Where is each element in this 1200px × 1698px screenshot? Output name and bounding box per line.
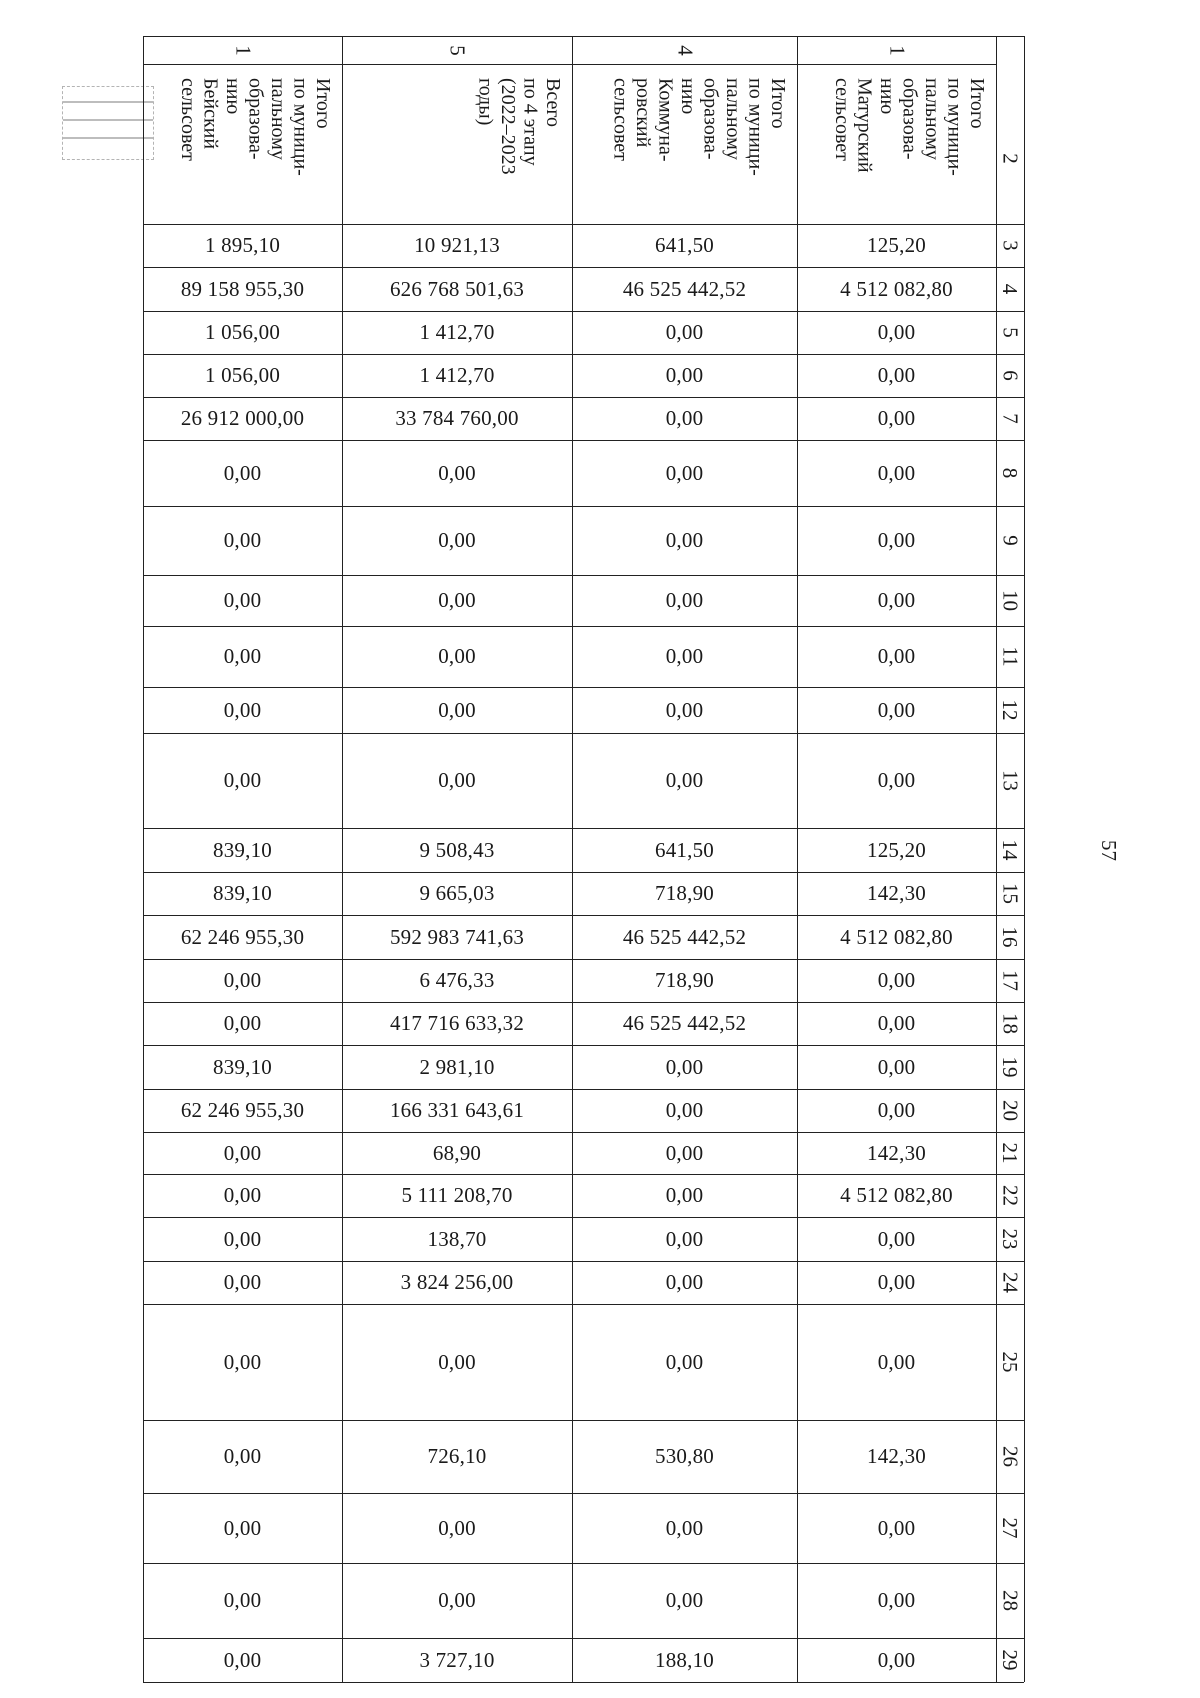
- row-number: 19: [998, 1056, 1023, 1078]
- table-cell: 33 784 760,00: [395, 406, 519, 430]
- row-number: 25: [998, 1351, 1023, 1373]
- table-cell: 0,00: [877, 1011, 916, 1035]
- row-number: 12: [998, 699, 1023, 721]
- table-cell: 125,20: [867, 837, 926, 862]
- table-rule-h: [143, 1682, 1024, 1683]
- table-cell: 0,00: [223, 1515, 262, 1540]
- column-number: 1: [885, 45, 909, 56]
- table-cell: 1 056,00: [204, 363, 281, 387]
- stamp-image: [62, 86, 154, 160]
- table-cell: 641,50: [655, 233, 714, 257]
- table-cell: 125,20: [867, 233, 926, 257]
- table-cell: 0,00: [438, 588, 476, 612]
- row-number: 15: [998, 883, 1023, 904]
- table-cell: 68,90: [432, 1140, 482, 1165]
- table-cell: 142,30: [867, 1140, 926, 1165]
- table-cell: 46 525 442,52: [622, 276, 747, 301]
- table-cell: 142,30: [867, 1444, 926, 1468]
- table-cell: 0,00: [223, 1226, 262, 1251]
- table-cell: 0,00: [665, 1270, 704, 1294]
- row-number: 29: [998, 1649, 1023, 1671]
- table-cell: 0,00: [223, 644, 262, 668]
- table-cell: 839,10: [213, 837, 272, 862]
- table-cell: 0,00: [665, 1140, 704, 1165]
- row-number: 7: [998, 413, 1023, 424]
- table-cell: 0,00: [877, 1098, 916, 1122]
- table-cell: 0,00: [223, 460, 262, 485]
- table-cell: 0,00: [223, 1183, 262, 1207]
- table-cell: 0,00: [665, 697, 704, 722]
- table-cell: 0,00: [438, 1349, 476, 1374]
- table-cell: 9 665,03: [419, 881, 495, 905]
- table-cell: 0,00: [665, 1183, 704, 1207]
- table-cell: 0,00: [877, 968, 916, 992]
- table-cell: 166 331 643,61: [389, 1098, 525, 1122]
- table-cell: 26 912 000,00: [180, 406, 305, 430]
- table-rule-h: [143, 64, 996, 65]
- table-cell: 0,00: [665, 363, 704, 387]
- table-cell: 0,00: [223, 968, 262, 992]
- table-cell: 417 716 633,32: [389, 1011, 525, 1035]
- table-cell: 0,00: [223, 1588, 262, 1612]
- table-cell: 0,00: [438, 1515, 476, 1540]
- table-cell: 0,00: [223, 528, 262, 552]
- row-number: 28: [998, 1590, 1023, 1611]
- row-number: 18: [998, 1013, 1023, 1034]
- table-cell: 4 512 082,80: [840, 1183, 953, 1207]
- table-cell: 0,00: [877, 528, 916, 552]
- row-number: 8: [998, 467, 1023, 479]
- table-cell: 0,00: [438, 528, 476, 552]
- row-number: 13: [998, 770, 1023, 791]
- table-cell: 0,00: [665, 460, 704, 485]
- row-number: 5: [998, 327, 1023, 338]
- row-number: 4: [998, 283, 1023, 295]
- row-number: 22: [998, 1185, 1023, 1206]
- table-cell: 0,00: [877, 320, 916, 344]
- row-number: 3: [998, 240, 1023, 251]
- table-cell: 89 158 955,30: [180, 276, 305, 301]
- table-cell: 0,00: [665, 644, 704, 668]
- table-cell: 0,00: [877, 1226, 916, 1251]
- column-number: 1: [231, 45, 255, 56]
- table-cell: 641,50: [655, 837, 714, 862]
- table-cell: 142,30: [867, 881, 926, 905]
- row-number: 27: [998, 1517, 1023, 1539]
- table-cell: 0,00: [877, 1588, 916, 1612]
- table-cell: 0,00: [438, 697, 476, 722]
- table-cell: 9 508,43: [419, 837, 495, 862]
- table-cell: 4 512 082,80: [840, 276, 953, 301]
- table-cell: 0,00: [877, 460, 916, 485]
- table-cell: 3 727,10: [419, 1647, 495, 1672]
- page-number: 57: [1097, 840, 1121, 861]
- table-cell: 1 412,70: [419, 363, 495, 387]
- table-cell: 138,70: [427, 1226, 487, 1251]
- table-cell: 62 246 955,30: [180, 1098, 305, 1122]
- row-number: 11: [998, 646, 1023, 667]
- row-number: 24: [998, 1272, 1023, 1293]
- table-cell: 0,00: [877, 406, 916, 430]
- table-cell: 6 476,33: [419, 968, 495, 992]
- table-cell: 592 983 741,63: [389, 924, 525, 949]
- row-number: 26: [998, 1446, 1023, 1467]
- row-number: 23: [998, 1228, 1023, 1250]
- table-cell: 0,00: [877, 768, 916, 792]
- table-cell: 0,00: [877, 1270, 916, 1294]
- table-cell: 1 895,10: [204, 233, 281, 257]
- table-cell: 0,00: [438, 644, 476, 668]
- table-cell: 0,00: [665, 588, 704, 612]
- table-cell: 4 512 082,80: [840, 924, 953, 949]
- table-cell: 0,00: [438, 768, 476, 792]
- table-cell: 0,00: [665, 1226, 704, 1251]
- column-header-c3: Итого по муници- пальному образова- нию Коммуна- ровский сельсовет: [609, 78, 789, 176]
- table-cell: 0,00: [877, 697, 916, 722]
- table-cell: 0,00: [665, 1098, 704, 1122]
- column-header-c1: Итого по муници- пальному образова- нию Бейский сельсовет: [177, 78, 334, 176]
- table-cell: 530,80: [655, 1444, 714, 1468]
- table-cell: 0,00: [223, 768, 262, 792]
- table-cell: 0,00: [877, 1054, 916, 1079]
- row-number: 21: [998, 1142, 1023, 1164]
- table-cell: 5 111 208,70: [401, 1183, 513, 1207]
- table-cell: 3 824 256,00: [400, 1270, 514, 1294]
- table-cell: 0,00: [438, 1588, 476, 1612]
- table-cell: 1 412,70: [419, 320, 495, 344]
- table-cell: 1 056,00: [204, 320, 281, 344]
- table-cell: 2 981,10: [419, 1054, 495, 1079]
- table-cell: 0,00: [223, 1270, 262, 1294]
- table-cell: 0,00: [665, 406, 704, 430]
- row-number: 9: [998, 535, 1023, 546]
- table-cell: 0,00: [223, 1349, 262, 1374]
- table-cell: 46 525 442,52: [622, 1011, 747, 1035]
- row-number: 16: [998, 926, 1023, 948]
- table-cell: 188,10: [655, 1647, 714, 1672]
- table-cell: 0,00: [665, 1515, 704, 1540]
- table-cell: 726,10: [427, 1444, 487, 1468]
- row-number: 14: [998, 839, 1023, 861]
- row-number: 17: [998, 970, 1023, 991]
- table-cell: 62 246 955,30: [180, 924, 305, 949]
- table-cell: 0,00: [665, 528, 704, 552]
- column-header-c2: Всего по 4 этапу (2022–2023 годы): [474, 78, 564, 175]
- table-cell: 839,10: [213, 881, 272, 905]
- table-cell: 839,10: [213, 1054, 272, 1079]
- table-cell: 0,00: [665, 1054, 704, 1079]
- table-cell: 46 525 442,52: [622, 924, 747, 949]
- table-cell: 718,90: [655, 968, 714, 992]
- table-cell: 0,00: [665, 768, 704, 792]
- table-cell: 626 768 501,63: [389, 276, 525, 301]
- column-number: 5: [445, 45, 470, 56]
- table-cell: 0,00: [877, 644, 916, 668]
- table-cell: 0,00: [223, 1011, 262, 1035]
- table-cell: 718,90: [655, 881, 714, 905]
- table-cell: 0,00: [665, 320, 704, 344]
- column-header-c4: Итого по муници- пальному образова- нию Матурский сельсовет: [831, 78, 988, 176]
- table-cell: 0,00: [877, 1349, 916, 1374]
- table-cell: 10 921,13: [414, 233, 500, 257]
- table-cell: 0,00: [877, 588, 916, 612]
- table-cell: 0,00: [665, 1588, 704, 1612]
- row-label-column-number: 2: [998, 153, 1023, 164]
- table-cell: 0,00: [438, 460, 476, 485]
- table-cell: 0,00: [223, 588, 262, 612]
- table-cell: 0,00: [665, 1349, 704, 1374]
- table-cell: 0,00: [223, 1647, 262, 1672]
- table-cell: 0,00: [877, 363, 916, 387]
- row-number: 10: [998, 590, 1023, 611]
- table-cell: 0,00: [223, 1140, 262, 1165]
- column-number: 4: [673, 45, 697, 56]
- table-cell: 0,00: [877, 1515, 916, 1540]
- row-number: 6: [998, 370, 1023, 381]
- table-cell: 0,00: [877, 1647, 916, 1672]
- row-number: 20: [998, 1100, 1023, 1121]
- table-cell: 0,00: [223, 697, 262, 722]
- table-cell: 0,00: [223, 1444, 262, 1468]
